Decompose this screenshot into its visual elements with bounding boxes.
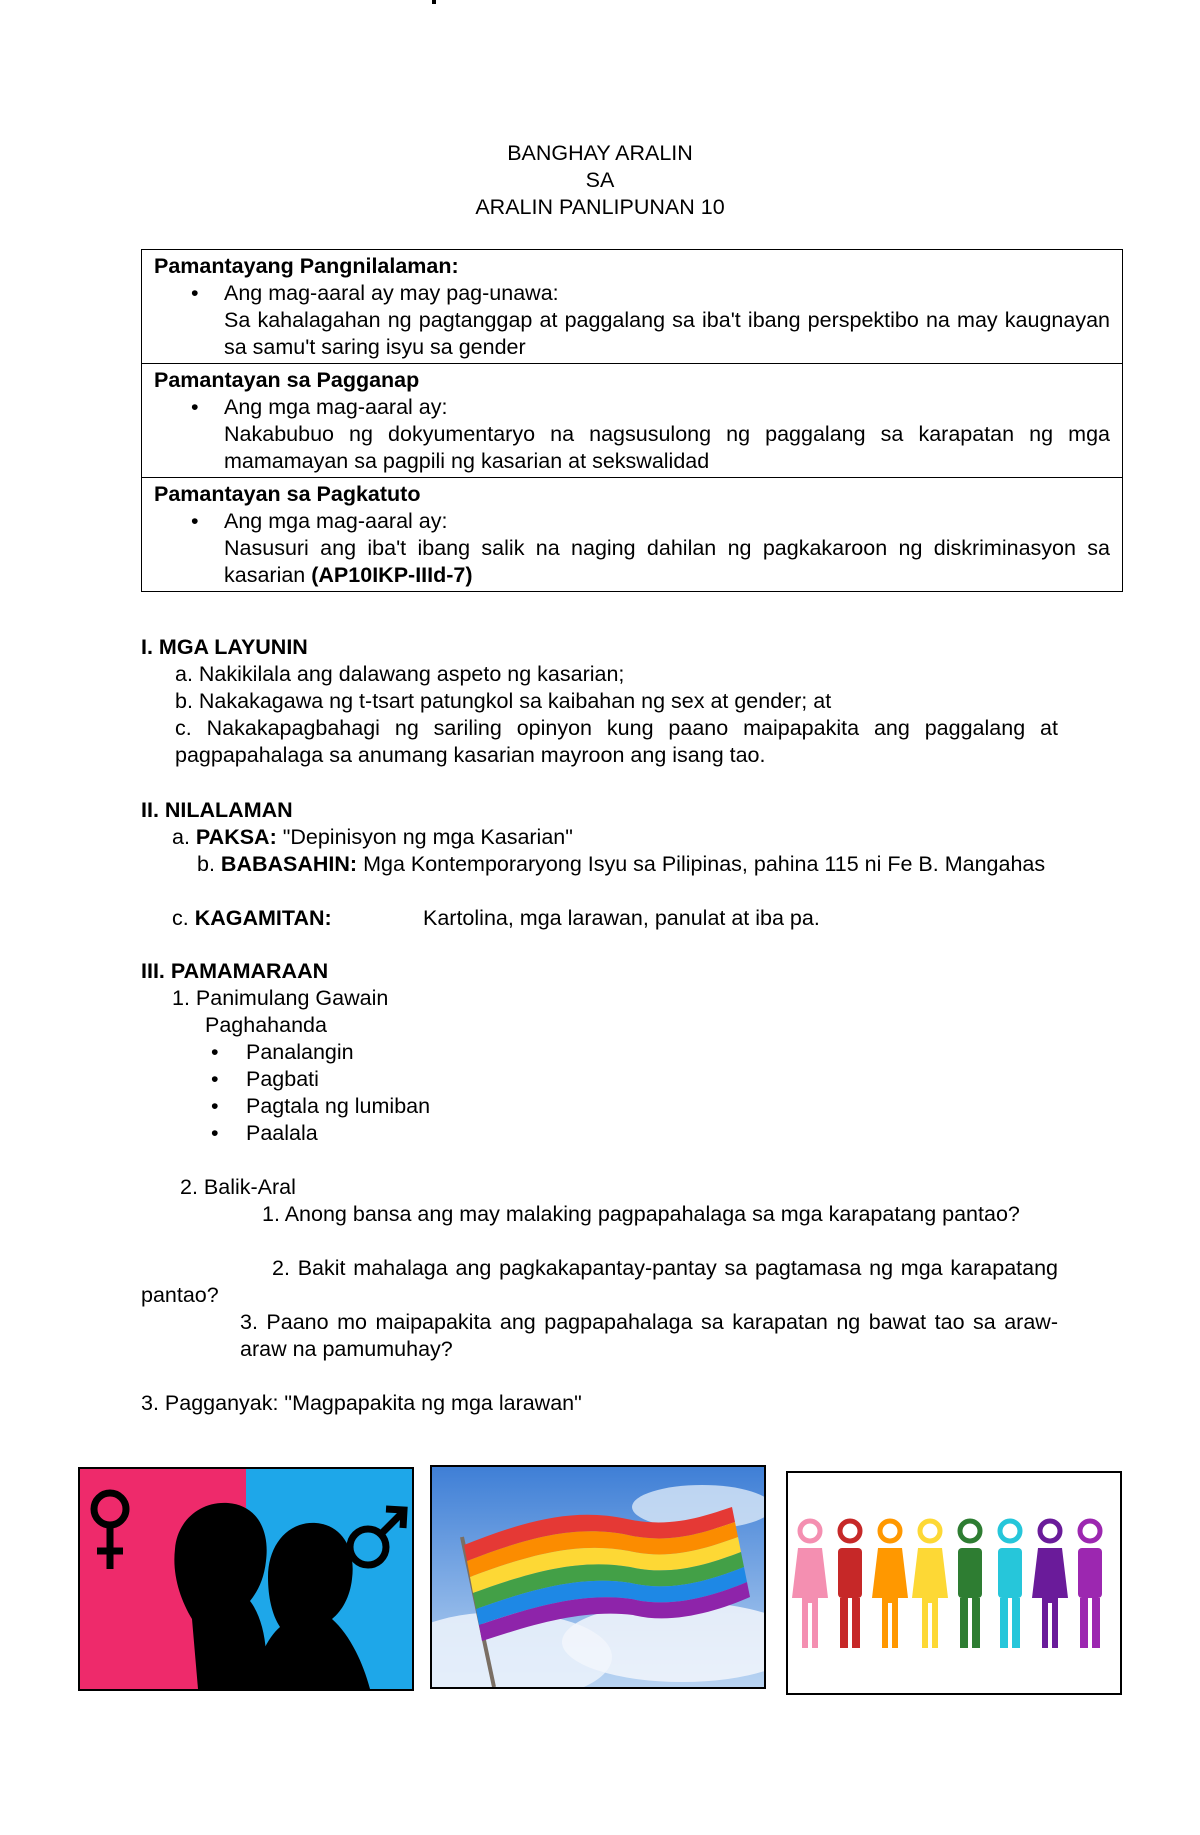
list-item: Pagtala ng lumiban — [246, 1094, 431, 1118]
bullet-icon: • — [191, 281, 199, 305]
colorful-people-graphic — [788, 1473, 1120, 1693]
document-title — [0, 140, 1200, 221]
bullet-icon: • — [191, 509, 199, 533]
review-question: 1. Anong bansa ang may malaking pagpapahalaga sa mga karapatang pantao? — [262, 1202, 1020, 1226]
bullet-icon: • — [211, 1121, 219, 1145]
content-babasahin: b. BABASAHIN: Mga Kontemporaryong Isyu sa Pilipinas, pahina 115 ni Fe B. Mangahas — [197, 852, 1046, 876]
competency-code: (AP10IKP-IIId-7) — [311, 563, 473, 587]
title-line-3: ARALIN PANLIPUNAN 10 — [475, 195, 725, 219]
review-question: 2. Bakit mahalaga ang pagkakapantay-pantay sa pagtamasa ng mga karapatang pantao? — [141, 1256, 1058, 1307]
objective-item: c. Nakakapagbahagi ng sariling opinyon kung paano maipapakita ang paggalang at pagpapahalaga sa anumang kasarian mayroon ang isang tao. — [175, 716, 1058, 767]
bullet-icon: • — [191, 395, 199, 419]
objective-item: a. Nakikilala ang dalawang aspeto ng kasarian; — [175, 662, 625, 686]
rainbow-flag-image — [432, 1467, 764, 1687]
content-paksa: a. PAKSA: "Depinisyon ng mga Kasarian" — [172, 825, 573, 849]
standard-cell — [142, 478, 1123, 592]
section-heading-layunin: I. MGA LAYUNIN — [141, 635, 308, 659]
standard-row — [142, 250, 1123, 364]
standard-intro: • Ang mag-aaral ay may pag-unawa: — [191, 281, 559, 305]
objective-item: b. Nakakagawa ng t-tsart patungkol sa kaibahan ng sex at gender; at — [175, 689, 832, 713]
title-line-1: BANGHAY ARALIN — [507, 141, 693, 165]
bullet-icon: • — [211, 1094, 219, 1118]
gender-silhouettes-graphic — [80, 1469, 412, 1689]
bullet-icon: • — [211, 1067, 219, 1091]
standard-text: Nasusuri ang iba't ibang salik na naging dahilan ng pagkakaroon ng diskriminasyon sa kasarian (AP10IKP-IIId-7) — [224, 536, 1110, 587]
list-item: Pagbati — [246, 1067, 319, 1091]
standard-cell — [142, 364, 1123, 478]
procedure-substep: Paghahanda — [205, 1013, 327, 1037]
standard-heading: Pamantayang Pangnilalaman: — [154, 254, 459, 278]
review-question: 3. Paano mo maipapakita ang pagpapahalaga sa karapatan ng bawat tao sa araw-araw na pamumuhay? — [240, 1310, 1058, 1361]
standard-row — [142, 478, 1123, 592]
rainbow-flag-graphic — [432, 1467, 764, 1687]
content-kagamitan-value: Kartolina, mga larawan, panulat at iba pa. — [423, 906, 820, 930]
bullet-icon: • — [211, 1040, 219, 1064]
standard-text: Sa kahalagahan ng pagtanggap at paggalang sa iba't ibang perspektibo na may kaugnayan sa samu't saring isyu sa gender — [224, 308, 1110, 359]
procedure-step-3: 3. Pagganyak: "Magpapakita ng mga larawan" — [141, 1391, 582, 1415]
title-line-2: SA — [585, 168, 615, 192]
standard-heading: Pamantayan sa Pagkatuto — [154, 482, 421, 506]
content-kagamitan: c. KAGAMITAN: — [172, 906, 332, 930]
standard-row — [142, 364, 1123, 478]
section-heading-pamamaraan: III. PAMAMARAAN — [141, 959, 329, 983]
standard-intro: • Ang mga mag-aaral ay: — [191, 509, 448, 533]
list-item: Paalala — [246, 1121, 318, 1145]
procedure-step-1: 1. Panimulang Gawain — [172, 986, 389, 1010]
procedure-step-2: 2. Balik-Aral — [180, 1175, 296, 1199]
standards-table — [141, 249, 1123, 592]
standard-text: Nakabubuo ng dokyumentaryo na nagsusulong ng paggalang sa karapatan ng mga mamamayan sa pagpili ng kasarian at sekswalidad — [224, 422, 1110, 473]
colorful-people-image — [786, 1471, 1122, 1695]
standard-heading: Pamantayan sa Pagganap — [154, 368, 420, 392]
standard-cell — [142, 250, 1123, 364]
list-item: Panalangin — [246, 1040, 354, 1064]
section-heading-nilalaman: II. NILALAMAN — [141, 798, 293, 822]
gender-silhouettes-image — [78, 1467, 414, 1691]
standard-intro: • Ang mga mag-aaral ay: — [191, 395, 448, 419]
